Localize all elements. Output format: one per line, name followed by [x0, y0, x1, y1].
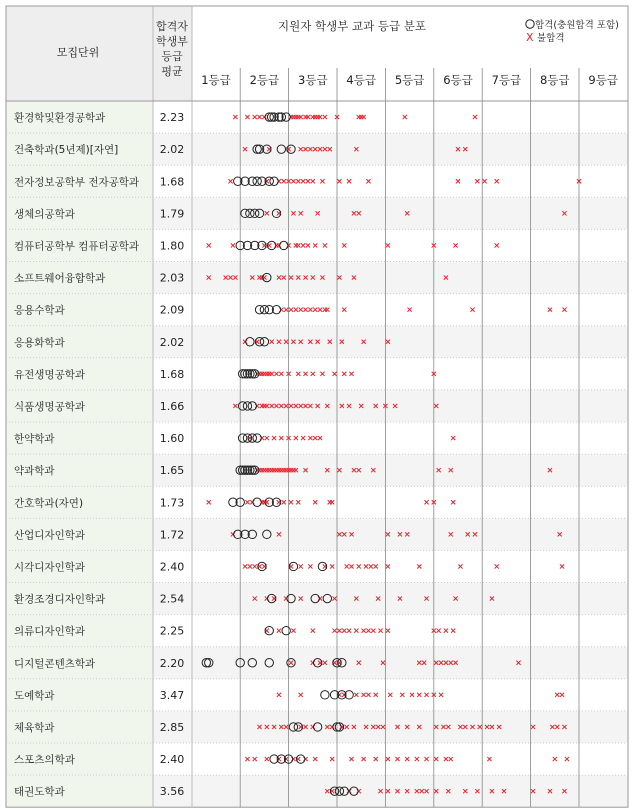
fail-mark: [347, 179, 351, 183]
fail-mark: [303, 372, 307, 376]
row-label: 간호학과(자연): [14, 497, 84, 510]
fail-mark: [475, 179, 479, 183]
row-alt-bg: [153, 583, 628, 615]
pass-mark: [238, 434, 246, 442]
fail-mark: [260, 436, 264, 440]
fail-mark: [417, 693, 421, 697]
fail-mark: [483, 179, 487, 183]
row-label: 의류디자인학과: [14, 625, 86, 638]
fail-mark: [272, 436, 276, 440]
fail-mark: [245, 115, 249, 119]
legend-pass-marker: [526, 20, 534, 28]
row-label: 태권도학과: [14, 786, 65, 799]
fail-mark: [301, 436, 305, 440]
header-col2-line4: 평균: [161, 65, 183, 78]
fail-mark: [291, 179, 295, 183]
fail-mark: [439, 693, 443, 697]
row-average: 1.79: [159, 207, 185, 221]
fail-mark: [470, 308, 474, 312]
fail-mark: [560, 693, 564, 697]
fail-mark: [332, 629, 336, 633]
fail-mark: [386, 564, 390, 568]
fail-mark: [294, 308, 298, 312]
fail-mark: [308, 564, 312, 568]
row-alt-bg: [153, 133, 628, 165]
fail-mark: [299, 308, 303, 312]
fail-mark: [553, 757, 557, 761]
fail-mark: [303, 757, 307, 761]
fail-mark: [306, 243, 310, 247]
fail-mark: [386, 243, 390, 247]
fail-mark: [369, 564, 373, 568]
fail-mark: [349, 372, 353, 376]
fail-mark: [313, 243, 317, 247]
row-average: 2.02: [159, 143, 185, 157]
fail-mark: [245, 500, 249, 504]
row-label: 환경학및환경공학과: [14, 112, 106, 125]
row-label: 시각디자인학과: [14, 561, 86, 574]
row-label: 약과학과: [14, 465, 55, 478]
fail-mark: [386, 757, 390, 761]
fail-mark: [364, 564, 368, 568]
fail-mark: [366, 629, 370, 633]
fail-mark: [320, 179, 324, 183]
row-label: 도예학과: [14, 689, 55, 702]
fail-mark: [291, 757, 295, 761]
fail-mark: [337, 179, 341, 183]
fail-mark: [424, 757, 428, 761]
fail-mark: [451, 629, 455, 633]
fail-mark: [291, 629, 295, 633]
fail-mark: [434, 757, 438, 761]
row-label: 스포츠의학과: [14, 754, 75, 767]
pass-mark: [321, 691, 329, 699]
fail-mark: [301, 243, 305, 247]
row-average: 2.54: [159, 592, 185, 606]
fail-mark: [207, 243, 211, 247]
fail-mark: [453, 243, 457, 247]
fail-mark: [311, 629, 315, 633]
row-average: 2.23: [159, 111, 185, 125]
row-average: 1.73: [159, 496, 185, 510]
x-tick-label: 3등급: [298, 73, 328, 87]
chart-title: 지원자 학생부 교과 등급 분포: [278, 19, 426, 33]
row-label: 응용화학과: [14, 336, 65, 349]
row-alt-bg: [153, 262, 628, 294]
legend-fail-label: 불합격: [537, 33, 565, 44]
fail-mark: [444, 757, 448, 761]
fail-mark: [349, 757, 353, 761]
fail-mark: [296, 372, 300, 376]
fail-mark: [299, 693, 303, 697]
header-col2-line3: 등급: [161, 50, 183, 63]
fail-mark: [320, 372, 324, 376]
fail-mark: [282, 179, 286, 183]
fail-mark: [395, 757, 399, 761]
fail-mark: [437, 629, 441, 633]
fail-mark: [495, 564, 499, 568]
pass-mark: [260, 305, 268, 313]
row-average: 2.25: [159, 624, 185, 638]
fail-mark: [274, 372, 278, 376]
row-alt-bg: [153, 647, 628, 679]
row-average: 1.60: [159, 432, 185, 446]
row-label: 환경조경디자인학과: [14, 593, 106, 606]
row-average: 2.09: [159, 303, 185, 317]
fail-mark: [345, 564, 349, 568]
fail-mark: [325, 308, 329, 312]
fail-mark: [366, 179, 370, 183]
row-alt-bg: [153, 197, 628, 229]
fail-mark: [279, 372, 283, 376]
row-average: 2.85: [159, 720, 185, 734]
fail-mark: [289, 308, 293, 312]
fail-mark: [374, 564, 378, 568]
fail-mark: [349, 564, 353, 568]
row-label: 응용수학과: [14, 304, 65, 317]
fail-mark: [495, 243, 499, 247]
row-label: 식품생명공학과: [14, 400, 86, 413]
fail-mark: [495, 179, 499, 183]
fail-mark: [257, 115, 261, 119]
header-col2-line2: 학생부: [156, 35, 188, 48]
fail-mark: [354, 629, 358, 633]
fail-mark: [323, 115, 327, 119]
fail-mark: [451, 500, 455, 504]
row-label: 한약학과: [14, 433, 55, 446]
row-average: 1.80: [159, 239, 185, 253]
row-average: 1.68: [159, 175, 185, 189]
fail-mark: [243, 564, 247, 568]
fail-mark: [279, 308, 283, 312]
fail-mark: [299, 564, 303, 568]
fail-mark: [303, 308, 307, 312]
fail-mark: [374, 757, 378, 761]
fail-mark: [374, 693, 378, 697]
fail-mark: [253, 564, 257, 568]
row-average: 2.03: [159, 271, 185, 285]
fail-mark: [562, 308, 566, 312]
row-label: 생체의공학과: [14, 208, 75, 221]
header-col2-line1: 합격자: [156, 20, 188, 33]
fail-mark: [299, 115, 303, 119]
fail-mark: [270, 372, 274, 376]
fail-mark: [555, 693, 559, 697]
fail-mark: [306, 115, 310, 119]
fail-mark: [405, 757, 409, 761]
x-tick-label: 5등급: [394, 73, 425, 87]
fail-mark: [265, 757, 269, 761]
fail-mark: [366, 693, 370, 697]
fail-mark: [400, 693, 404, 697]
fail-mark: [424, 693, 428, 697]
row-alt-bg: [153, 775, 628, 807]
row-label: 유전생명공학과: [14, 368, 86, 381]
row-label: 컴퓨터공학부 컴퓨터공학과: [14, 240, 140, 253]
row-average: 2.40: [159, 560, 185, 574]
pass-mark: [253, 498, 261, 506]
fail-mark: [487, 757, 491, 761]
fail-mark: [444, 629, 448, 633]
row-average: 2.02: [159, 335, 185, 349]
fail-mark: [277, 179, 281, 183]
x-tick-label: 2등급: [249, 73, 280, 87]
fail-mark: [306, 179, 310, 183]
fail-mark: [330, 564, 334, 568]
row-average: 1.68: [159, 367, 185, 381]
fail-mark: [451, 436, 455, 440]
x-tick-label: 1등급: [201, 73, 231, 87]
pass-mark: [253, 177, 261, 185]
fail-mark: [231, 243, 235, 247]
fail-mark: [342, 243, 346, 247]
fail-mark: [308, 436, 312, 440]
fail-mark: [417, 564, 421, 568]
pass-mark: [280, 241, 288, 249]
fail-mark: [449, 757, 453, 761]
fail-mark: [250, 500, 254, 504]
fail-mark: [233, 115, 237, 119]
fail-mark: [207, 500, 211, 504]
fail-mark: [277, 629, 281, 633]
fail-mark: [458, 564, 462, 568]
x-tick-label: 4등급: [346, 73, 376, 87]
fail-mark: [277, 243, 281, 247]
fail-mark: [311, 179, 315, 183]
fail-mark: [228, 179, 232, 183]
fail-mark: [403, 115, 407, 119]
fail-mark: [277, 693, 281, 697]
row-alt-bg: [153, 390, 628, 422]
fail-mark: [262, 115, 266, 119]
fail-mark: [282, 500, 286, 504]
row-label: 산업디자인학과: [14, 529, 86, 542]
row-label: 건축학과(5년제)[자연]: [14, 144, 119, 157]
row-label: 체육학과: [14, 721, 55, 734]
fail-mark: [323, 243, 327, 247]
fail-mark: [410, 693, 414, 697]
fail-mark: [560, 564, 564, 568]
fail-mark: [294, 436, 298, 440]
fail-mark: [473, 115, 477, 119]
fail-mark: [415, 757, 419, 761]
row-alt-bg: [153, 326, 628, 358]
fail-mark: [318, 115, 322, 119]
fail-mark: [362, 757, 366, 761]
legend-fail-marker: X: [526, 31, 534, 44]
fail-mark: [424, 500, 428, 504]
fail-mark: [245, 757, 249, 761]
fail-mark: [313, 757, 317, 761]
pass-mark: [253, 434, 261, 442]
fail-mark: [296, 500, 300, 504]
fail-mark: [347, 629, 351, 633]
fail-mark: [362, 115, 366, 119]
fail-mark: [296, 243, 300, 247]
fail-mark: [308, 308, 312, 312]
fail-mark: [371, 629, 375, 633]
row-average: 3.56: [159, 785, 185, 799]
fail-mark: [362, 629, 366, 633]
fail-mark: [279, 436, 283, 440]
fail-mark: [301, 179, 305, 183]
fail-mark: [318, 308, 322, 312]
row-alt-bg: [153, 454, 628, 486]
pass-mark: [282, 626, 290, 634]
fail-mark: [313, 436, 317, 440]
x-tick-label: 7등급: [491, 73, 522, 87]
row-label: 소프트웨어융합학과: [14, 272, 106, 285]
fail-mark: [253, 757, 257, 761]
row-average: 1.72: [159, 528, 185, 542]
fail-mark: [248, 564, 252, 568]
fail-mark: [378, 629, 382, 633]
x-tick-label: 8등급: [540, 73, 570, 87]
fail-mark: [354, 693, 358, 697]
x-tick-label: 9등급: [588, 73, 618, 87]
pass-mark: [270, 177, 278, 185]
fail-mark: [313, 500, 317, 504]
row-average: 2.20: [159, 656, 185, 670]
fail-mark: [311, 372, 315, 376]
fail-mark: [342, 308, 346, 312]
fail-mark: [330, 500, 334, 504]
fail-mark: [548, 308, 552, 312]
pass-mark: [255, 305, 263, 313]
row-average: 1.65: [159, 464, 185, 478]
legend-pass-label: 합격(충원합격 포함): [535, 20, 619, 31]
fail-mark: [342, 629, 346, 633]
row-average: 2.40: [159, 753, 185, 767]
fail-mark: [357, 564, 361, 568]
row-alt-bg: [153, 518, 628, 550]
fail-mark: [318, 436, 322, 440]
fail-mark: [289, 500, 293, 504]
header-col1: 모집단위: [56, 46, 100, 59]
fail-mark: [342, 372, 346, 376]
fail-mark: [330, 757, 334, 761]
x-tick-label: 6등급: [443, 73, 473, 87]
fail-mark: [386, 629, 390, 633]
fail-mark: [296, 179, 300, 183]
row-label: 전자정보공학부 전자공학과: [14, 176, 140, 189]
fail-mark: [284, 308, 288, 312]
fail-mark: [362, 693, 366, 697]
fail-mark: [388, 693, 392, 697]
fail-mark: [313, 308, 317, 312]
row-label: 디지털콘텐츠학과: [14, 657, 96, 670]
fail-mark: [565, 757, 569, 761]
fail-mark: [253, 115, 257, 119]
fail-mark: [265, 436, 269, 440]
row-average: 3.47: [159, 688, 185, 702]
row-average: 1.66: [159, 399, 185, 413]
fail-mark: [332, 372, 336, 376]
fail-mark: [456, 179, 460, 183]
fail-mark: [337, 629, 341, 633]
fail-mark: [408, 308, 412, 312]
